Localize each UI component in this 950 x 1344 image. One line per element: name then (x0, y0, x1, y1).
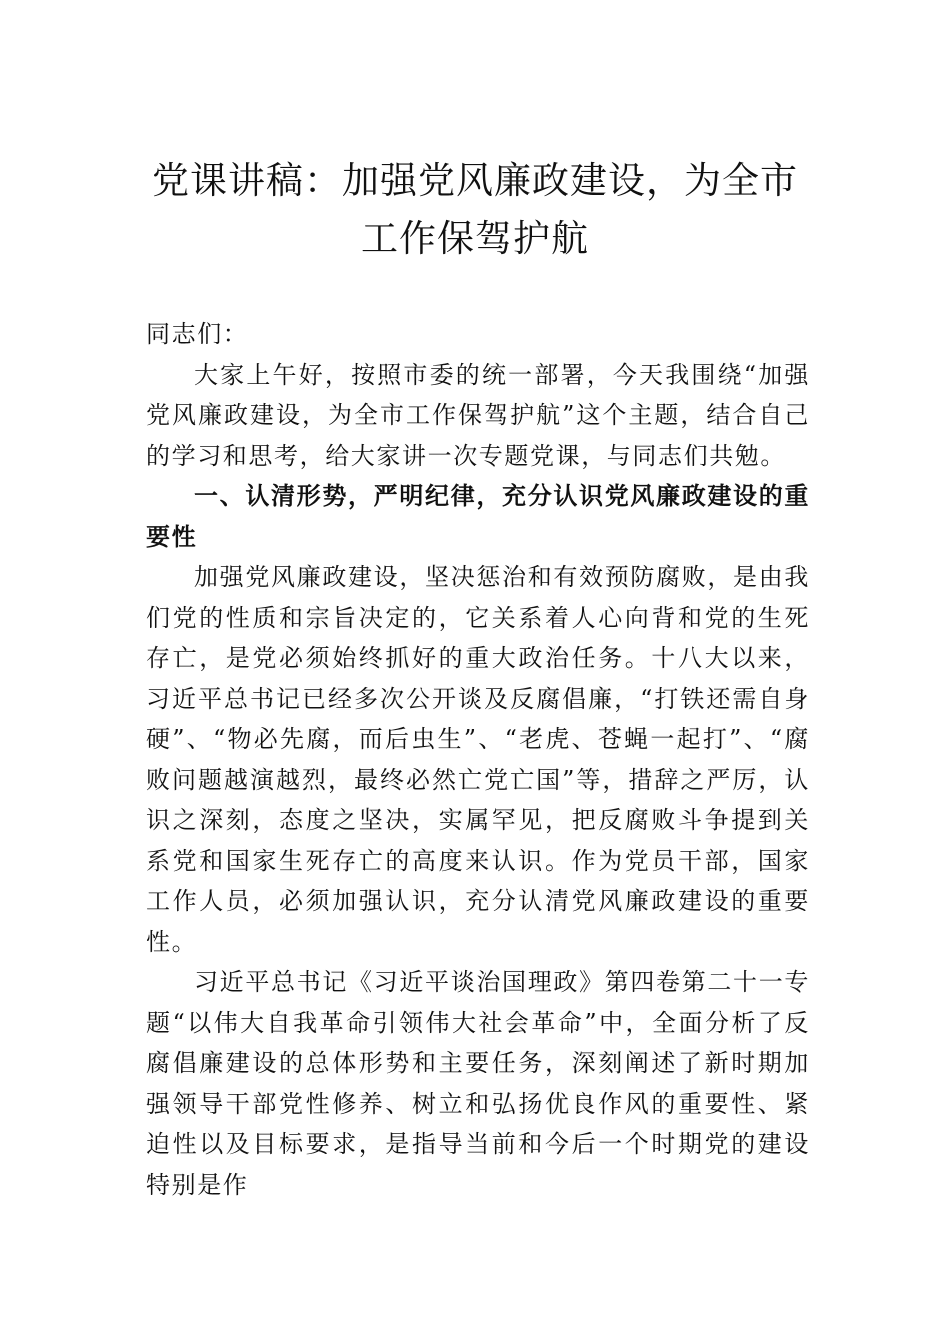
paragraph-governance: 习近平总书记《习近平谈治国理政》第四卷第二十一专题“以伟大自我革命引领伟大社会革命”中，全面分析了反腐倡廉建设的总体形势和主要任务，深刻阐述了新时期加强领导干部党性修养、树立和弘扬优良作风的重要性、紧迫性以及目标要求，是指导当前和今后一个时期党的建设特别是作 (146, 968, 810, 1199)
paragraph-importance: 加强党风廉政建设，坚决惩治和有效预防腐败，是由我们党的性质和宗旨决定的，它关系着人心向背和党的生死存亡，是党必须始终抓好的重大政治任务。十八大以来，习近平总书记已经多次公开谈及反腐倡廉，“打铁还需自身硬”、“物必先腐，而后虫生”、“老虎、苍蝇一起打”、“腐败问题越演越烈，最终必然亡党亡国”等，措辞之严厉，认识之深刻，态度之坚决，实属罕见，把反腐败斗争提到关系党和国家生死存亡的高度来认识。作为党员干部，国家工作人员，必须加强认识，充分认清党风廉政建设的重要性。 (146, 563, 810, 956)
section-heading-1: 一、认清形势，严明纪律，充分认识党风廉政建设的重要性 (146, 482, 810, 551)
salutation: 同志们： (146, 320, 249, 348)
paragraph-opening: 大家上午好，按照市委的统一部署，今天我围绕“加强党风廉政建设，为全市工作保驾护航”这个主题，结合自己的学习和思考，给大家讲一次专题党课，与同志们共勉。 (146, 360, 810, 470)
document-title: 党课讲稿：加强党风廉政建设，为全市工作保驾护航 (152, 159, 798, 260)
document-body (146, 314, 810, 1205)
